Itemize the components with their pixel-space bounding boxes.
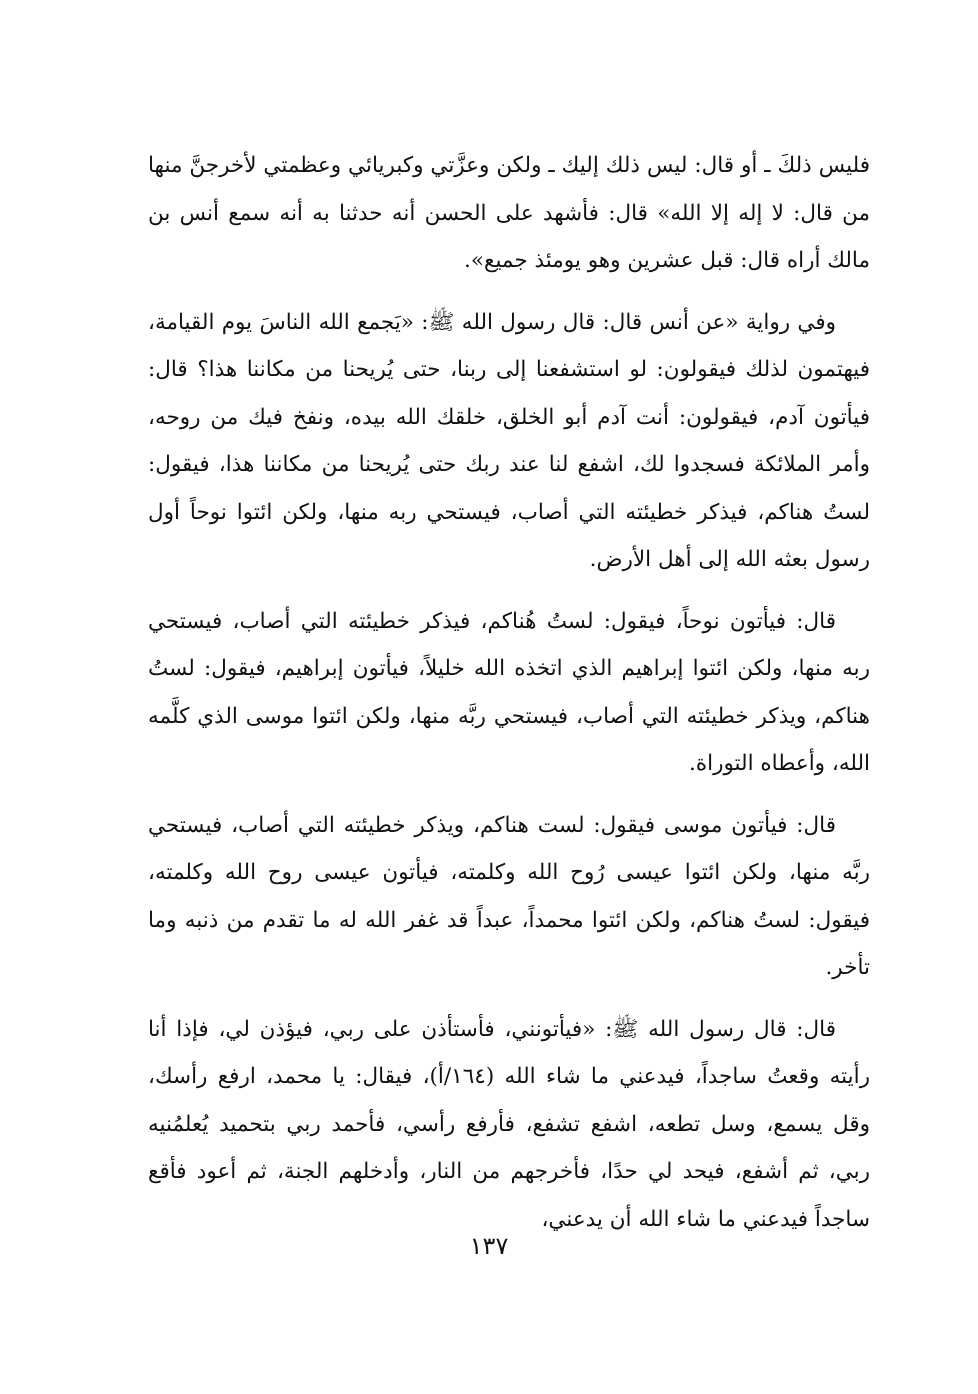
paragraph-5: قال: قال رسول الله ﷺ: «فيأتونني، فأستأذن على ربي، فيؤذن لي، فإذا أنا رأيته وقعتُ ساجداً، فيدعني ما شاء الله (١٦٤/أ)، فيقال: يا محمد، ارفع رأسك، وقل يسمع، وسل تطعه، اشفع تشفع، فأرفع رأسي، فأحمد ربي بتحميد يُعلمُنيه ربي، ثم أشفع، فيحد لي حدًا، فأخرجهم من النار، وأدخلهم الجنة، ثم أعود فأقع ساجداً فيدعني ما شاء الله أن يدعني،: [148, 1016, 870, 1232]
paragraph-4: قال: فيأتون موسى فيقول: لست هناكم، ويذكر خطيئته التي أصاب، فيستحي ربَّه منها، ولكن ائتوا عيسى رُوح الله وكلمته، فيأتون عيسى روح الله وكلمته، فيقول: لستُ هناكم، ولكن ائتوا محمداً، عبداً قد غفر الله له ما تقدم من ذنبه وما تأخر.: [148, 812, 870, 980]
page-body: [148, 142, 870, 1257]
paragraph-1: فليس ذلكَ ـ أو قال: ليس ذلك إليك ـ ولكن وعزَّتي وكبريائي وعظمتي لأخرجنَّ منها من قال: لا إله إلا الله» قال: فأشهد على الحسن أنه حدثنا به أنه سمع أنس بن مالك أراه قال: قبل عشرين وهو يومئذ جميع».: [148, 153, 870, 273]
page-number: ١٣٧: [469, 1232, 509, 1260]
paragraph-2: وفي رواية «عن أنس قال: قال رسول الله ﷺ: «يَجمع الله الناسَ يوم القيامة، فيهتمون لذلك فيقولون: لو استشفعنا إلى ربنا، حتى يُريحنا من مكاننا هذا؟ قال: فيأتون آدم، فيقولون: أنت آدم أبو الخلق، خلقك الله بيده، ونفخ فيك من روحه، وأمر الملائكة فسجدوا لك، اشفع لنا عند ربك حتى يُريحنا من مكاننا هذا، فيقول: لستُ هناكم، فيذكر خطيئته التي أصاب، فيستحي ربه منها، ولكن ائتوا نوحاً أول رسول بعثه الله إلى أهل الأرض.: [148, 309, 870, 572]
paragraph-3: قال: فيأتون نوحاً، فيقول: لستُ هُناكم، فيذكر خطيئته التي أصاب، فيستحي ربه منها، ولكن ائتوا إبراهيم الذي اتخذه الله خليلاً، فيأتون إبراهيم، فيقول: لستُ هناكم، ويذكر خطيئته التي أصاب، فيستحي ربَّه منها، ولكن ائتوا موسى الذي كلَّمه الله، وأعطاه التوراة.: [148, 608, 870, 776]
